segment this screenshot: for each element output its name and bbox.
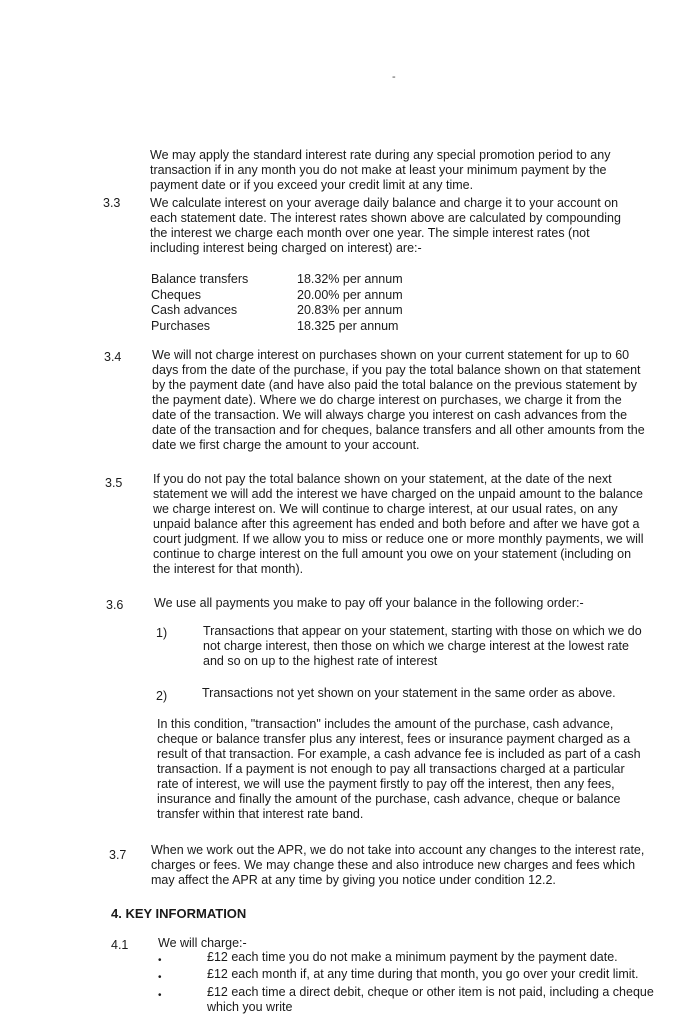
bullet-icon: • — [158, 990, 162, 1001]
intro-paragraph: We may apply the standard interest rate during any special promotion period to any transaction if in any month you do not make at least your minimum payment by the payment date or if you exceed your credit limit at any time. — [150, 148, 611, 192]
rate-row — [151, 272, 451, 288]
rate-value: 20.83% per annum — [297, 303, 403, 317]
rate-label: Cheques — [151, 287, 202, 302]
clause-number-3-4: 3.4 — [104, 350, 122, 364]
clause-4-1-text: We will charge:- — [158, 936, 247, 950]
clause-number-3-3: 3.3 — [103, 196, 121, 210]
clause-number-3-7: 3.7 — [109, 848, 127, 862]
bullet-icon: • — [158, 955, 162, 966]
bullet-icon: • — [158, 972, 162, 983]
fee-item: £12 each time you do not make a minimum payment by the payment date. — [207, 950, 618, 964]
list-item-text: Transactions not yet shown on your statement in the same order as above. — [202, 686, 616, 700]
clause-3-3-text: We calculate interest on your average daily balance and charge it to your account on each statement date. The interest rates shown above are calculated by compounding the interest we charge each month over one year. The simple interest rates (not including interest being charged on interest) are:- — [150, 196, 621, 255]
list-item-text: Transactions that appear on your statement, starting with those on which we do not charge interest, then those on which we charge interest at the lowest rate and so on up to the highest rate of interest — [203, 624, 642, 668]
rate-value: 20.00% per annum — [297, 287, 403, 302]
rate-row — [151, 303, 451, 319]
section-heading: 4. KEY INFORMATION — [111, 906, 247, 921]
clause-3-5-text: If you do not pay the total balance shown on your statement, at the date of the next statement we will add the interest we have charged on the unpaid amount to the balance we charge interest on. We will continue to charge interest, at our usual rates, on any unpaid balance after this agreement has ended and both before and after we have got a court judgment. If we allow you to miss or reduce one or more monthly payments, we will continue to charge interest on the full amount you owe on your statement (including on the interest for that month). — [153, 472, 644, 576]
clause-number-3-5: 3.5 — [105, 476, 123, 490]
list-item-number: 1) — [156, 626, 168, 640]
rate-label: Cash advances — [151, 303, 238, 317]
header-mark: - — [392, 71, 396, 83]
list-item-number: 2) — [156, 689, 168, 703]
clause-3-4-text: We will not charge interest on purchases shown on your current statement for up to 60 days from the date of the purchase, if you pay the total balance shown on that statement by the payment date (and have also paid the total balance on the previous statement by the payment date). Where we do charge interest on purchases, we charge it from the date of the transaction. We will always charge you interest on cash advances from the date of the transaction and for cheques, balance transfers and all other amounts from the date we first charge the amount to your account. — [152, 348, 645, 452]
rate-value: 18.32% per annum — [297, 272, 403, 286]
clause-number-3-6: 3.6 — [106, 598, 124, 612]
rate-label: Balance transfers — [151, 272, 249, 286]
fee-item: £12 each month if, at any time during that month, you go over your credit limit. — [207, 967, 639, 981]
rate-row — [151, 319, 451, 335]
rate-row — [151, 288, 451, 304]
rate-label: Purchases — [151, 318, 211, 333]
rate-value: 18.325 per annum — [297, 318, 399, 333]
clause-3-7-text: When we work out the APR, we do not take into account any changes to the interest rate, charges or fees. We may change these and also introduce new charges and fees which may affect the APR at any time by giving you notice under condition 12.2. — [151, 843, 645, 887]
fee-item: £12 each time a direct debit, cheque or other item is not paid, including a cheque which you write — [207, 985, 654, 1014]
transaction-definition-note: In this condition, "transaction" includes the amount of the purchase, cash advance, cheque or balance transfer plus any interest, fees or insurance payment charged as a result of that transaction. For example, a cash advance fee is included as part of a cash transaction. If a payment is not enough to pay all transactions charged at a particular rate of interest, we will use the payment firstly to pay off the interest, then any fees, insurance and finally the amount of the purchase, cash advance, cheque or balance transfer within that interest rate band. — [157, 717, 641, 821]
clause-3-6-text: We use all payments you make to pay off your balance in the following order:- — [154, 596, 584, 610]
clause-number-4-1: 4.1 — [111, 938, 129, 952]
interest-rates-table — [151, 272, 451, 334]
